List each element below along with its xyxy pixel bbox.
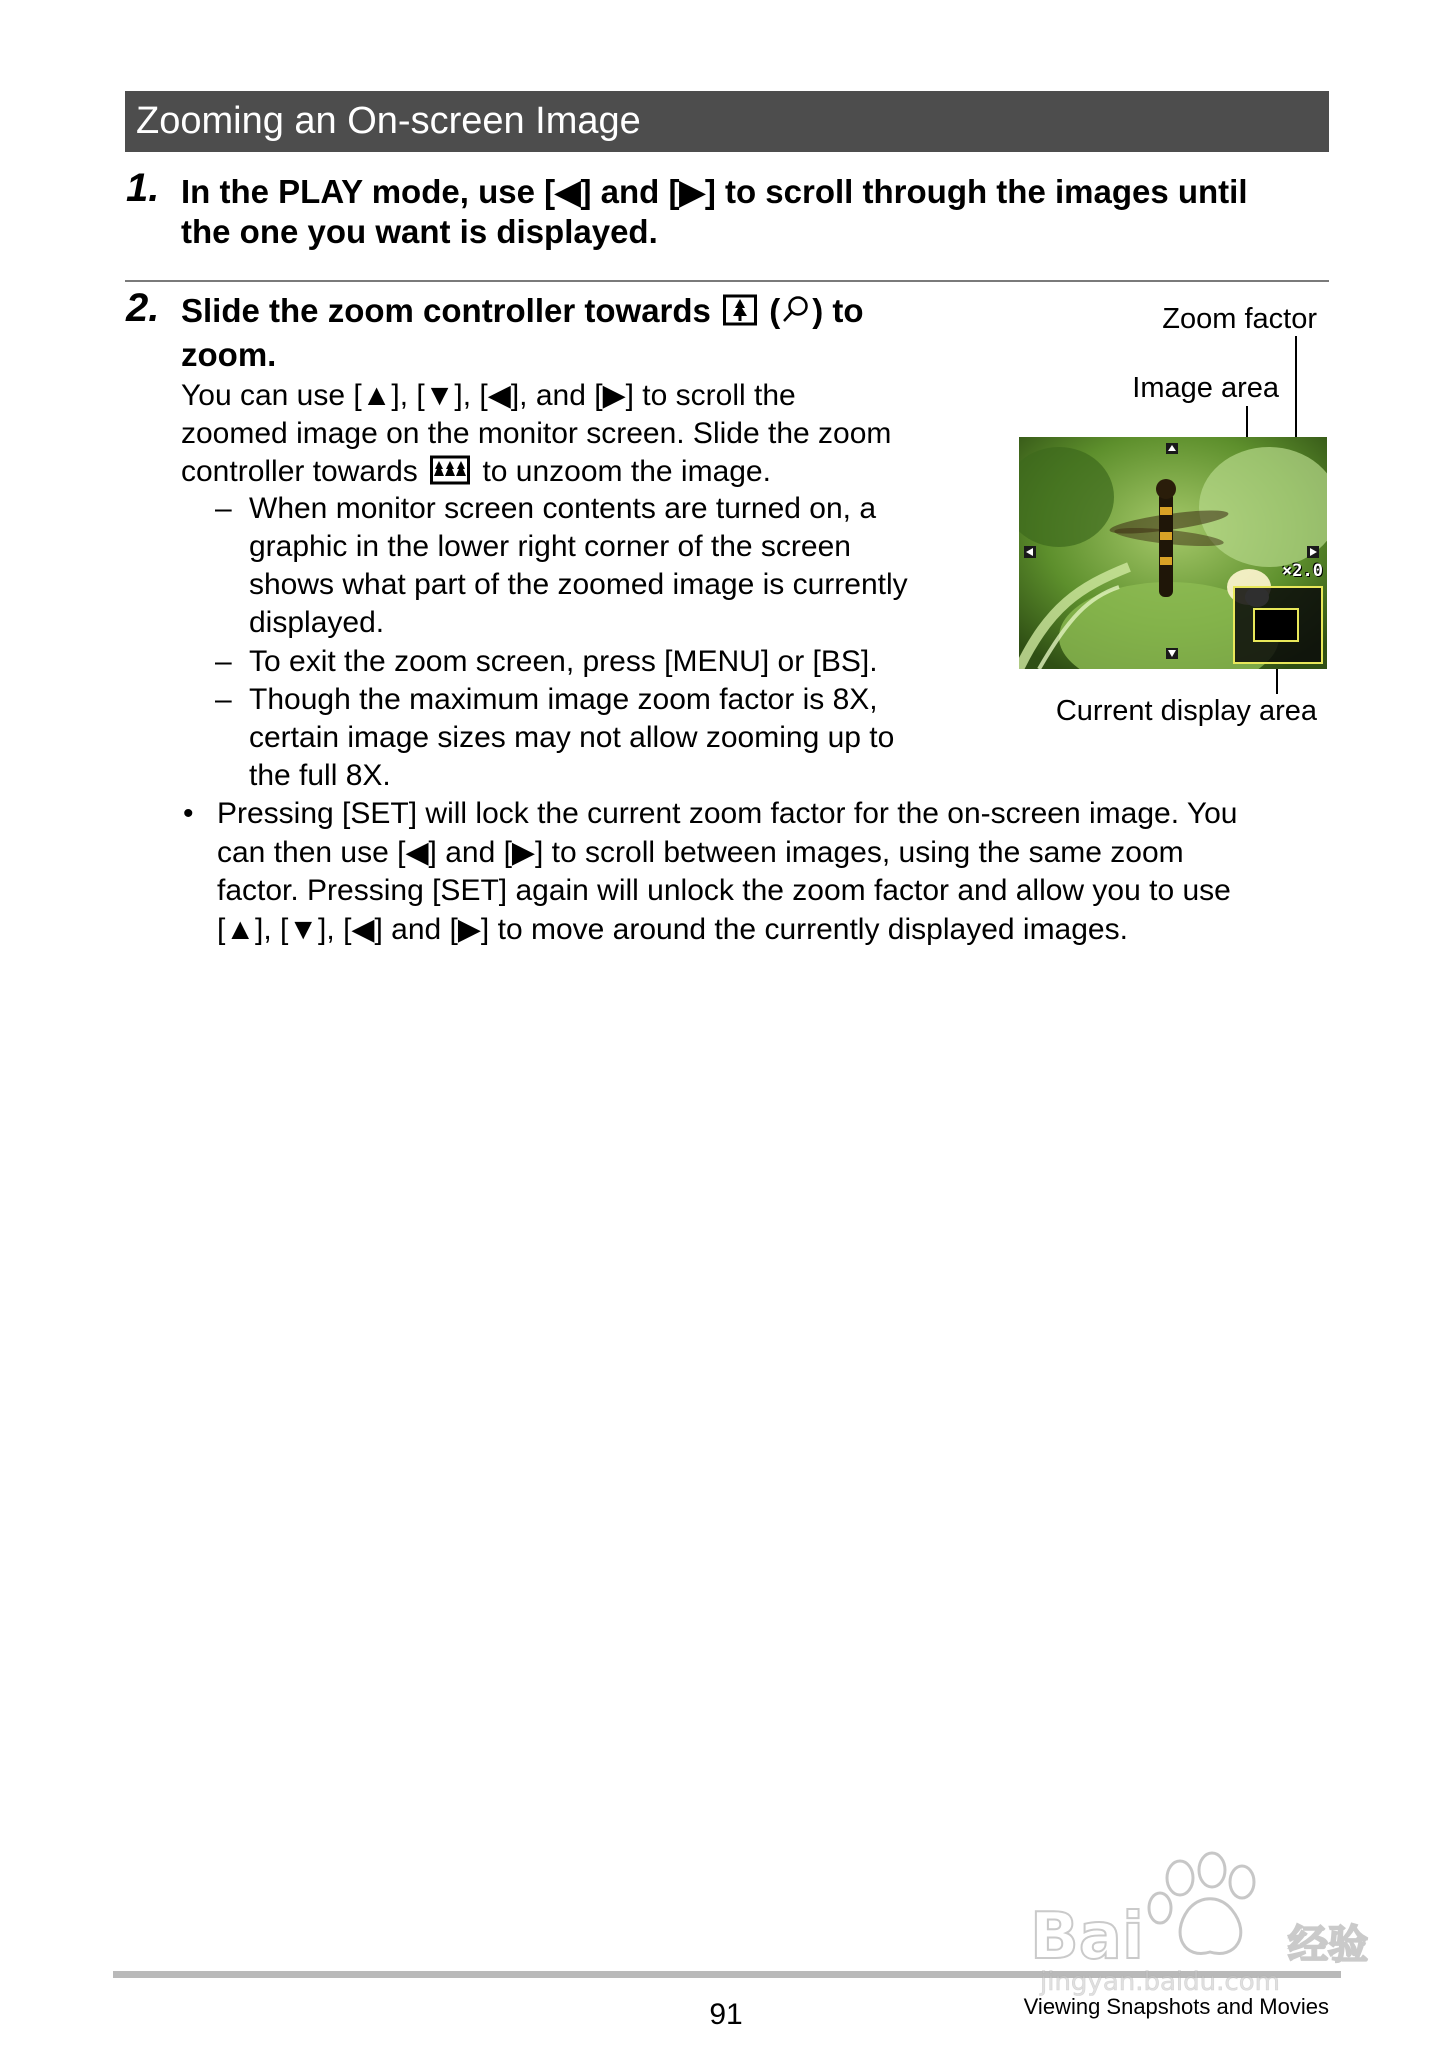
bullet-line: can then use [◀] and [▶] to scroll between images, using the same zoom xyxy=(217,835,1184,869)
dash-line: shows what part of the zoomed image is currently xyxy=(249,568,908,601)
dash-line: certain image sizes may not allow zooming up to xyxy=(249,721,895,754)
baidu-paw-logo xyxy=(1020,1840,1370,2000)
dash-line: displayed. xyxy=(249,606,385,639)
dash-list-item xyxy=(215,490,955,642)
dash-list-item xyxy=(215,643,955,681)
dash-mark: – xyxy=(215,645,232,678)
footer-section-title: Viewing Snapshots and Movies xyxy=(1023,1994,1329,2019)
step-2-body xyxy=(181,377,961,495)
step-number: 2. xyxy=(126,286,160,330)
heading-text: Slide the zoom controller towards xyxy=(181,292,711,329)
dash-mark: – xyxy=(215,683,232,716)
arrow-down-icon xyxy=(1166,648,1178,659)
dash-line: graphic in the lower right corner of the screen xyxy=(249,530,851,563)
step-number: 1. xyxy=(126,166,160,210)
dash-line: Though the maximum image zoom factor is 8X, xyxy=(249,683,878,716)
wide-angle-icon xyxy=(430,455,470,495)
monitor-screen-image xyxy=(1019,437,1327,669)
heading-paren-close: ) to xyxy=(812,292,864,329)
step-2-heading xyxy=(181,291,961,375)
body-text-segment: to unzoom the image. xyxy=(482,455,771,488)
zoomed-photo xyxy=(1019,437,1327,669)
arrow-up-icon xyxy=(1166,443,1178,454)
svg-text:经验: 经验 xyxy=(1288,1922,1368,1968)
page-number: 91 xyxy=(709,1998,743,2031)
step-1-line-1: In the PLAY mode, use [◀] and [▶] to scroll through the images until xyxy=(181,173,1248,210)
bullet-mark: • xyxy=(183,797,194,830)
step-2-heading-line-1 xyxy=(181,291,961,335)
zoom-factor-readout: ×2.0 xyxy=(1282,561,1323,581)
step-1-line-2: the one you want is displayed. xyxy=(181,213,658,250)
telephoto-icon xyxy=(723,294,757,335)
arrow-right-icon xyxy=(1307,546,1319,558)
step-1-instruction xyxy=(181,172,1331,252)
dash-line: the full 8X. xyxy=(249,759,391,792)
arrow-left-icon xyxy=(1024,546,1036,558)
current-display-area-label: Current display area xyxy=(1055,695,1317,727)
step-2-heading-line-2: zoom. xyxy=(181,336,277,373)
dash-line: To exit the zoom screen, press [MENU] or [BS]. xyxy=(249,645,878,678)
baidu-watermark xyxy=(1020,1840,1370,2000)
body-line: zoomed image on the monitor screen. Slide the zoom xyxy=(181,417,892,450)
dash-list-item xyxy=(215,681,955,795)
bullet-note xyxy=(183,795,1343,949)
bullet-line: Pressing [SET] will lock the current zoom factor for the on-screen image. You xyxy=(217,797,1238,830)
section-title: Zooming an On-screen Image xyxy=(125,91,1329,152)
body-line xyxy=(181,453,961,495)
dash-line: When monitor screen contents are turned on, a xyxy=(249,492,877,525)
dash-mark: – xyxy=(215,492,232,525)
svg-text:jingyan.baidu.com: jingyan.baidu.com xyxy=(1040,1967,1280,1997)
zoom-factor-label: Zoom factor xyxy=(1162,303,1317,335)
svg-text:Bai: Bai xyxy=(1030,1900,1144,1974)
body-text-segment: controller towards xyxy=(181,455,418,488)
image-area-label: Image area xyxy=(1132,372,1279,404)
bullet-line: [▲], [▼], [◀] and [▶] to move around the currently displayed images. xyxy=(217,912,1128,946)
bullet-line: factor. Pressing [SET] again will unlock the zoom factor and allow you to use xyxy=(217,874,1231,907)
magnifier-icon xyxy=(780,293,812,333)
step-divider xyxy=(125,280,1329,282)
body-line: You can use [▲], [▼], [◀], and [▶] to scroll the xyxy=(181,379,796,412)
current-display-frame xyxy=(1254,609,1298,641)
heading-paren-open: ( xyxy=(769,292,781,329)
